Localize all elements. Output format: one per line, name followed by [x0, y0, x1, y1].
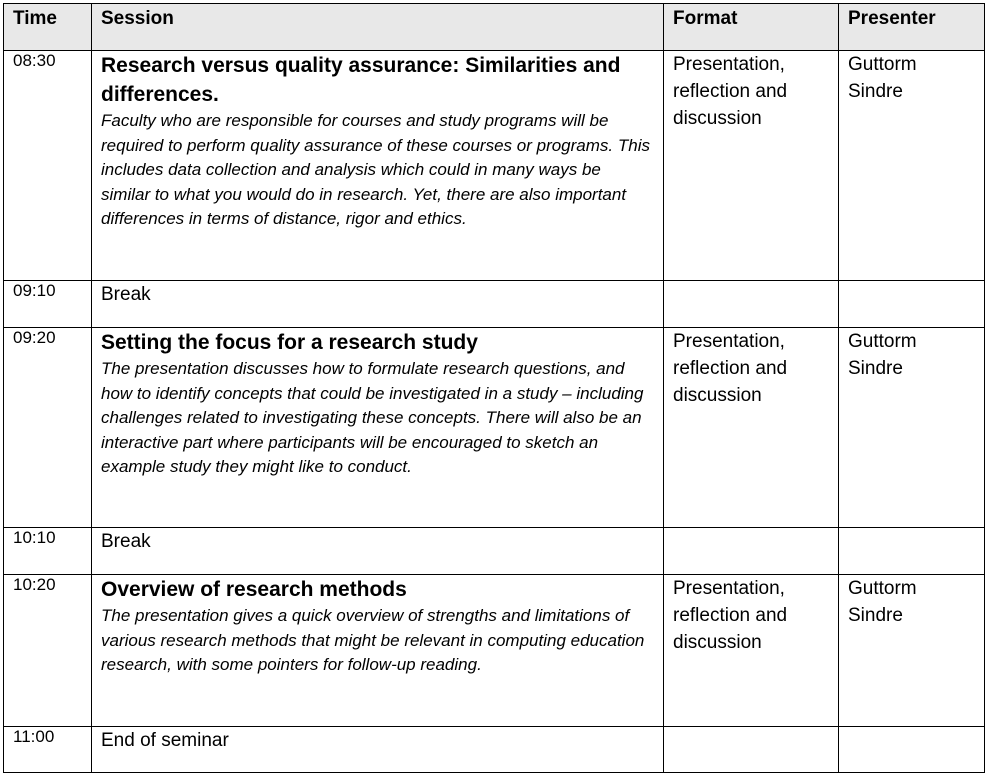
time-cell: 09:20 [4, 328, 92, 528]
session-cell [92, 528, 664, 575]
format-cell: Presentation, reflection and discussion [664, 328, 839, 528]
time-cell: 08:30 [4, 51, 92, 281]
time-cell: 10:10 [4, 528, 92, 575]
session-title: Setting the focus for a research study [101, 331, 478, 354]
presenter-cell [839, 727, 985, 773]
session-description: The presentation gives a quick overview of strengths and limitations of various research methods that might be relevant in computing education research, with some pointers for follow-up reading. [101, 606, 645, 674]
presenter-cell [839, 528, 985, 575]
header-time: Time [4, 4, 92, 51]
session-title: Research versus quality assurance: Similarities and differences. [101, 54, 621, 106]
session-description: Faculty who are responsible for courses and study programs will be required to perform quality assurance of these courses or programs. This includes data collection and analysis which could in many ways be similar to what you would do in research. Yet, there are also important differences in terms of distance, rigor and ethics. [101, 111, 650, 228]
table-header [4, 4, 985, 51]
presenter-cell: Guttorm Sindre [839, 328, 985, 528]
break-label: Break [101, 284, 151, 305]
time-cell: 11:00 [4, 727, 92, 773]
presenter-cell [839, 281, 985, 328]
presenter-cell: Guttorm Sindre [839, 51, 985, 281]
header-format: Format [664, 4, 839, 51]
header-session: Session [92, 4, 664, 51]
header-presenter: Presenter [839, 4, 985, 51]
presenter-cell: Guttorm Sindre [839, 575, 985, 727]
seminar-schedule-table [3, 3, 985, 773]
session-title: Overview of research methods [101, 578, 407, 601]
format-cell [664, 727, 839, 773]
session-cell [92, 727, 664, 773]
session-cell [92, 281, 664, 328]
session-description: The presentation discusses how to formulate research questions, and how to identify concepts that could be investigated in a study – including challenges related to investigating these concepts. There will also be an interactive part where participants will be encouraged to sketch an example study they might like to conduct. [101, 359, 644, 476]
session-cell [92, 575, 664, 727]
table-body [4, 51, 985, 773]
time-cell: 09:10 [4, 281, 92, 328]
time-cell: 10:20 [4, 575, 92, 727]
session-cell [92, 51, 664, 281]
session-cell [92, 328, 664, 528]
format-cell: Presentation, reflection and discussion [664, 575, 839, 727]
format-cell [664, 281, 839, 328]
table-row [4, 51, 985, 281]
format-cell: Presentation, reflection and discussion [664, 51, 839, 281]
header-row [4, 4, 985, 51]
format-cell [664, 528, 839, 575]
break-label: Break [101, 531, 151, 552]
table-row [4, 727, 985, 773]
table-row [4, 528, 985, 575]
end-label: End of seminar [101, 730, 229, 751]
table-row [4, 575, 985, 727]
table-row [4, 281, 985, 328]
table-row [4, 328, 985, 528]
